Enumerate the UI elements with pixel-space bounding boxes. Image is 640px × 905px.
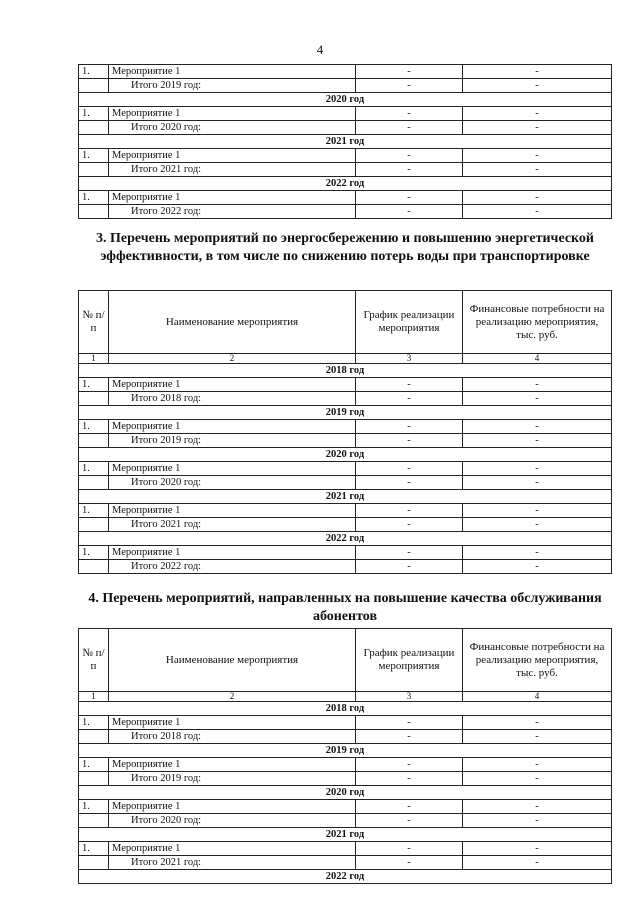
item-schedule: - bbox=[356, 758, 463, 772]
total-finance: - bbox=[463, 392, 612, 406]
total-row bbox=[79, 560, 612, 574]
total-label: Итого 2021 год: bbox=[109, 856, 356, 870]
item-number: 1. bbox=[79, 420, 109, 434]
total-schedule: - bbox=[356, 814, 463, 828]
year-label: 2018 год bbox=[79, 364, 612, 378]
table-row bbox=[79, 842, 612, 856]
empty-cell bbox=[79, 772, 109, 786]
page-number: 4 bbox=[316, 42, 324, 57]
total-finance: - bbox=[463, 560, 612, 574]
table-row bbox=[79, 149, 612, 163]
total-finance: - bbox=[463, 163, 612, 177]
empty-cell bbox=[79, 476, 109, 490]
year-row bbox=[79, 490, 612, 504]
header-num: № п/п bbox=[79, 291, 109, 354]
table-row bbox=[79, 546, 612, 560]
year-label: 2020 год bbox=[79, 448, 612, 462]
table-row bbox=[79, 420, 612, 434]
total-row bbox=[79, 205, 612, 219]
item-name: Мероприятие 1 bbox=[109, 546, 356, 560]
total-row bbox=[79, 163, 612, 177]
item-finance: - bbox=[463, 504, 612, 518]
total-label: Итого 2020 год: bbox=[109, 814, 356, 828]
item-schedule: - bbox=[356, 546, 463, 560]
table-body bbox=[79, 65, 612, 219]
year-label: 2019 год bbox=[79, 406, 612, 420]
year-label: 2021 год bbox=[79, 490, 612, 504]
year-row bbox=[79, 744, 612, 758]
total-finance: - bbox=[463, 434, 612, 448]
total-schedule: - bbox=[356, 518, 463, 532]
total-row bbox=[79, 772, 612, 786]
item-name: Мероприятие 1 bbox=[109, 716, 356, 730]
year-row bbox=[79, 532, 612, 546]
total-label: Итого 2019 год: bbox=[109, 434, 356, 448]
empty-cell bbox=[79, 205, 109, 219]
year-label: 2021 год bbox=[79, 135, 612, 149]
item-schedule: - bbox=[356, 107, 463, 121]
item-schedule: - bbox=[356, 378, 463, 392]
total-schedule: - bbox=[356, 163, 463, 177]
header-num: № п/п bbox=[79, 629, 109, 692]
table-row bbox=[79, 800, 612, 814]
item-number: 1. bbox=[79, 462, 109, 476]
item-number: 1. bbox=[79, 65, 109, 79]
header-schedule: График реализации мероприятия bbox=[356, 291, 463, 354]
item-name: Мероприятие 1 bbox=[109, 420, 356, 434]
total-schedule: - bbox=[356, 730, 463, 744]
item-number: 1. bbox=[79, 191, 109, 205]
year-row bbox=[79, 135, 612, 149]
item-name: Мероприятие 1 bbox=[109, 758, 356, 772]
table-row bbox=[79, 107, 612, 121]
item-schedule: - bbox=[356, 504, 463, 518]
year-row bbox=[79, 786, 612, 800]
item-schedule: - bbox=[356, 462, 463, 476]
total-finance: - bbox=[463, 518, 612, 532]
item-name: Мероприятие 1 bbox=[109, 800, 356, 814]
section-3-title: 3. Перечень мероприятий по энергосбережению и повышению энергетической эффективности, в том числе по снижению потерь воды при транспортировке bbox=[95, 231, 595, 264]
total-row bbox=[79, 476, 612, 490]
item-finance: - bbox=[463, 716, 612, 730]
total-label: Итого 2019 год: bbox=[109, 79, 356, 93]
item-finance: - bbox=[463, 800, 612, 814]
table-body bbox=[79, 629, 612, 884]
table-section-3 bbox=[78, 290, 612, 574]
item-finance: - bbox=[463, 462, 612, 476]
item-number: 1. bbox=[79, 149, 109, 163]
item-schedule: - bbox=[356, 842, 463, 856]
empty-cell bbox=[79, 814, 109, 828]
total-finance: - bbox=[463, 856, 612, 870]
total-finance: - bbox=[463, 476, 612, 490]
total-label: Итого 2021 год: bbox=[109, 163, 356, 177]
column-number: 2 bbox=[109, 354, 356, 364]
total-finance: - bbox=[463, 205, 612, 219]
header-name: Наименование мероприятия bbox=[109, 291, 356, 354]
total-label: Итого 2018 год: bbox=[109, 730, 356, 744]
total-finance: - bbox=[463, 121, 612, 135]
item-schedule: - bbox=[356, 716, 463, 730]
total-schedule: - bbox=[356, 392, 463, 406]
total-schedule: - bbox=[356, 121, 463, 135]
year-row bbox=[79, 828, 612, 842]
empty-cell bbox=[79, 560, 109, 574]
item-number: 1. bbox=[79, 546, 109, 560]
table-continued bbox=[78, 64, 612, 219]
total-row bbox=[79, 121, 612, 135]
empty-cell bbox=[79, 121, 109, 135]
item-finance: - bbox=[463, 65, 612, 79]
table-row bbox=[79, 191, 612, 205]
total-row bbox=[79, 518, 612, 532]
header-row bbox=[79, 291, 612, 354]
total-finance: - bbox=[463, 814, 612, 828]
item-schedule: - bbox=[356, 149, 463, 163]
empty-cell bbox=[79, 518, 109, 532]
column-number-row bbox=[79, 692, 612, 702]
total-label: Итого 2020 год: bbox=[109, 121, 356, 135]
table-row bbox=[79, 378, 612, 392]
column-number: 3 bbox=[356, 692, 463, 702]
table-body bbox=[79, 291, 612, 574]
year-row bbox=[79, 702, 612, 716]
table-row bbox=[79, 716, 612, 730]
column-number: 2 bbox=[109, 692, 356, 702]
total-schedule: - bbox=[356, 79, 463, 93]
item-finance: - bbox=[463, 378, 612, 392]
total-finance: - bbox=[463, 772, 612, 786]
item-name: Мероприятие 1 bbox=[109, 842, 356, 856]
year-row bbox=[79, 870, 612, 884]
total-schedule: - bbox=[356, 476, 463, 490]
year-label: 2022 год bbox=[79, 177, 612, 191]
section-4-title: 4. Перечень мероприятий, направленных на повышение качества обслуживания абонентов bbox=[88, 591, 602, 624]
item-name: Мероприятие 1 bbox=[109, 149, 356, 163]
item-name: Мероприятие 1 bbox=[109, 378, 356, 392]
total-label: Итого 2018 год: bbox=[109, 392, 356, 406]
table-section-4 bbox=[78, 628, 612, 884]
item-number: 1. bbox=[79, 800, 109, 814]
item-finance: - bbox=[463, 107, 612, 121]
column-number: 1 bbox=[79, 354, 109, 364]
year-label: 2022 год bbox=[79, 532, 612, 546]
year-row bbox=[79, 364, 612, 378]
item-finance: - bbox=[463, 546, 612, 560]
table-row bbox=[79, 65, 612, 79]
total-row bbox=[79, 79, 612, 93]
item-finance: - bbox=[463, 149, 612, 163]
year-row bbox=[79, 448, 612, 462]
empty-cell bbox=[79, 163, 109, 177]
item-number: 1. bbox=[79, 504, 109, 518]
column-number-row bbox=[79, 354, 612, 364]
year-label: 2018 год bbox=[79, 702, 612, 716]
item-name: Мероприятие 1 bbox=[109, 504, 356, 518]
total-label: Итого 2022 год: bbox=[109, 560, 356, 574]
empty-cell bbox=[79, 434, 109, 448]
item-schedule: - bbox=[356, 800, 463, 814]
item-finance: - bbox=[463, 420, 612, 434]
column-number: 1 bbox=[79, 692, 109, 702]
empty-cell bbox=[79, 730, 109, 744]
header-schedule: График реализации мероприятия bbox=[356, 629, 463, 692]
item-name: Мероприятие 1 bbox=[109, 462, 356, 476]
item-number: 1. bbox=[79, 716, 109, 730]
header-name: Наименование мероприятия bbox=[109, 629, 356, 692]
total-row bbox=[79, 730, 612, 744]
total-schedule: - bbox=[356, 560, 463, 574]
year-label: 2020 год bbox=[79, 786, 612, 800]
total-finance: - bbox=[463, 730, 612, 744]
column-number: 3 bbox=[356, 354, 463, 364]
total-row bbox=[79, 434, 612, 448]
total-row bbox=[79, 856, 612, 870]
item-finance: - bbox=[463, 191, 612, 205]
year-row bbox=[79, 406, 612, 420]
item-number: 1. bbox=[79, 758, 109, 772]
item-finance: - bbox=[463, 842, 612, 856]
year-label: 2021 год bbox=[79, 828, 612, 842]
year-row bbox=[79, 177, 612, 191]
item-schedule: - bbox=[356, 191, 463, 205]
total-label: Итого 2019 год: bbox=[109, 772, 356, 786]
total-finance: - bbox=[463, 79, 612, 93]
total-schedule: - bbox=[356, 772, 463, 786]
header-row bbox=[79, 629, 612, 692]
table-row bbox=[79, 504, 612, 518]
total-schedule: - bbox=[356, 856, 463, 870]
table-row bbox=[79, 758, 612, 772]
item-finance: - bbox=[463, 758, 612, 772]
item-number: 1. bbox=[79, 842, 109, 856]
total-schedule: - bbox=[356, 205, 463, 219]
header-finance: Финансовые потребности на реализацию мероприятия, тыс. руб. bbox=[463, 629, 612, 692]
total-row bbox=[79, 814, 612, 828]
table-row bbox=[79, 462, 612, 476]
item-schedule: - bbox=[356, 65, 463, 79]
empty-cell bbox=[79, 856, 109, 870]
total-label: Итого 2021 год: bbox=[109, 518, 356, 532]
total-label: Итого 2022 год: bbox=[109, 205, 356, 219]
item-number: 1. bbox=[79, 107, 109, 121]
item-name: Мероприятие 1 bbox=[109, 65, 356, 79]
column-number: 4 bbox=[463, 354, 612, 364]
column-number: 4 bbox=[463, 692, 612, 702]
item-name: Мероприятие 1 bbox=[109, 107, 356, 121]
year-label: 2020 год bbox=[79, 93, 612, 107]
item-number: 1. bbox=[79, 378, 109, 392]
empty-cell bbox=[79, 392, 109, 406]
total-schedule: - bbox=[356, 434, 463, 448]
item-schedule: - bbox=[356, 420, 463, 434]
total-label: Итого 2020 год: bbox=[109, 476, 356, 490]
header-finance: Финансовые потребности на реализацию мероприятия, тыс. руб. bbox=[463, 291, 612, 354]
year-label: 2019 год bbox=[79, 744, 612, 758]
empty-cell bbox=[79, 79, 109, 93]
item-name: Мероприятие 1 bbox=[109, 191, 356, 205]
year-label: 2022 год bbox=[79, 870, 612, 884]
year-row bbox=[79, 93, 612, 107]
total-row bbox=[79, 392, 612, 406]
